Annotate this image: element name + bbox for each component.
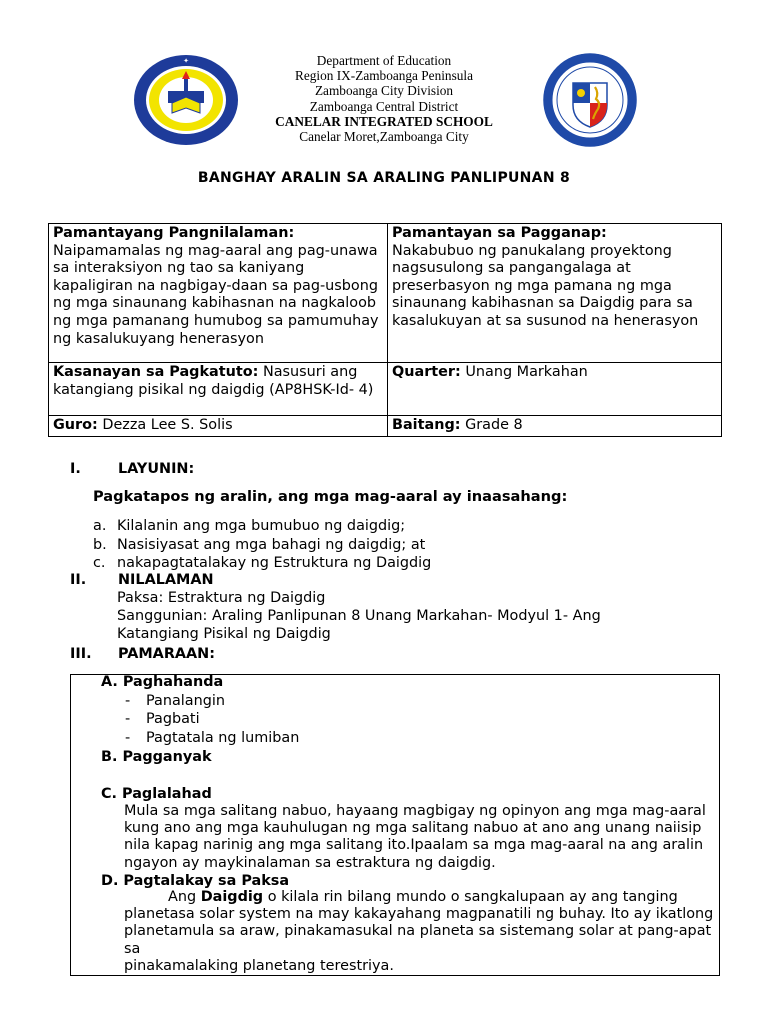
step-d-title: D. Pagtalakay sa Paksa [101, 873, 290, 889]
reference-line-2: Katangiang Pisikal ng Daigdig [117, 626, 331, 642]
performance-standard-text: Nakabubuo ng panukalang proyektong nagsusulong sa pangangalaga at preserbasyon ng mga pamana ng mga sinaunang kabihasnan sa Daigdig para sa kasalukuyan at sa susunod na henerasyon [392, 242, 699, 329]
list-item [93, 554, 431, 573]
grade-level-cell [388, 416, 722, 437]
reference-line-1: Sanggunian: Araling Panlipunan 8 Unang Markahan- Modyul 1- Ang [117, 608, 601, 624]
list-item-text: Pagbati [146, 711, 200, 727]
quarter-cell [388, 363, 722, 416]
step-c-title: C. Paglalahad [101, 786, 212, 802]
step-d-text [124, 889, 718, 958]
list-item-text: Nasisiyasat ang mga bahagi ng daigdig; at [117, 536, 426, 553]
list-item [125, 729, 299, 748]
grade-level-text: Grade 8 [460, 417, 523, 433]
content-standard-text: Naipamamalas ng mag-aaral ang pag-unawa sa interaksiyon ng tao sa kaniyang kapaligiran na nagbigay-daan sa pag-usbong ng mga sinaunang kabihasnan na nagkaloob ng mga pamanang humubog sa pamumuhay ng kasalukuyang henerasyon [53, 242, 379, 347]
step-d-bold-term: Daigdig [200, 889, 264, 905]
content-standard-cell [49, 224, 388, 363]
list-item-text: Panalangin [146, 693, 225, 709]
section-1-number: I. [70, 461, 81, 477]
objectives-list [93, 517, 431, 573]
list-item-text: nakapagtatalakay ng Estruktura ng Daigdig [117, 555, 432, 572]
section-3-number: III. [70, 646, 92, 662]
competency-text: Nasusuri ang katangiang pisikal ng daigdig (AP8HSK-Id- 4) [53, 364, 374, 398]
step-d-body: o kilala rin bilang mundo o sangkalupaan ay ang tanging planetasa solar system na may kakayahang magpanatili ng buhay. Ito ay ikatlong planetamula sa araw, pinakamasukal na planeta sa sistemang solar at pang-apat sa [124, 889, 714, 957]
letterhead-line-1: Department of Education [316, 53, 452, 68]
list-marker: c. [93, 555, 106, 572]
content-standard-label: Pamantayang Pangnilalaman: [53, 225, 295, 241]
list-marker: - [125, 730, 131, 746]
table-row [49, 224, 722, 363]
list-item [93, 536, 431, 555]
letterhead-line-4: Zamboanga Central District [309, 98, 459, 114]
section-1-title: LAYUNIN: [118, 461, 195, 477]
step-a-title: A. Paghahanda [101, 674, 224, 690]
list-marker: b. [93, 536, 107, 553]
step-d-last-line: pinakamalaking planetang terestriya. [124, 958, 394, 974]
school-name: CANELAR INTEGRATED SCHOOL [275, 113, 493, 129]
objectives-intro: Pagkatapos ng aralin, ang mga mag-aaral ay inaasahang: [93, 488, 568, 505]
letterhead-line-2: Region IX-Zamboanga Peninsula [295, 68, 473, 84]
section-2-number: II. [70, 572, 87, 588]
competency-label: Kasanayan sa Pagkatuto: [53, 364, 259, 380]
list-item [125, 692, 225, 711]
list-item [125, 710, 200, 729]
quarter-text: Unang Markahan [460, 364, 588, 380]
section-2-title: NILALAMAN [118, 572, 214, 588]
school-address: Canelar Moret,Zamboanga City [299, 129, 469, 145]
section-3-title: PAMARAAN: [118, 646, 215, 662]
teacher-label: Guro: [53, 417, 98, 433]
performance-standard-cell [388, 224, 722, 363]
step-c-text: Mula sa mga salitang nabuo, hayaang magbigay ng opinyon ang mga mag-aaral kung ano ang mga kauhulugan ng mga salitang nabuo at ano ang unang naiisip nila kapag narinig ang mga salitang ito.Ipaalam sa mga mag-aaral na ang aralin ngayon ay maykinalaman sa estraktura ng daigdig. [124, 803, 706, 871]
section-1-heading [70, 460, 194, 478]
competency-cell [49, 363, 388, 416]
letterhead-line-3: Zamboanga City Division [314, 83, 454, 99]
lesson-info-table [48, 223, 722, 437]
list-marker: - [125, 711, 131, 727]
grade-level-label: Baitang: [392, 417, 461, 433]
step-b-title: B. Pagganyak [101, 749, 212, 765]
teacher-text: Dezza Lee S. Solis [97, 417, 233, 433]
table-row [49, 363, 722, 416]
document-title: BANGHAY ARALIN SA ARALING PANLIPUNAN 8 [197, 170, 571, 186]
section-3-heading [70, 645, 215, 663]
list-item [93, 517, 431, 536]
list-marker: a. [93, 518, 107, 534]
svg-text:✦: ✦ [183, 57, 189, 65]
step-d-pre: Ang [168, 889, 201, 905]
topic-line: Paksa: Estraktura ng Daigdig [117, 590, 326, 606]
list-marker: - [125, 693, 131, 709]
section-2-heading [70, 571, 214, 589]
table-row [49, 416, 722, 437]
teacher-cell [49, 416, 388, 437]
list-item-text: Kilalanin ang mga bumubuo ng daigdig; [117, 518, 406, 534]
performance-standard-label: Pamantayan sa Pagganap: [392, 225, 607, 241]
quarter-label: Quarter: [392, 364, 461, 380]
list-item-text: Pagtatala ng lumiban [146, 730, 300, 746]
letterhead [0, 53, 768, 144]
